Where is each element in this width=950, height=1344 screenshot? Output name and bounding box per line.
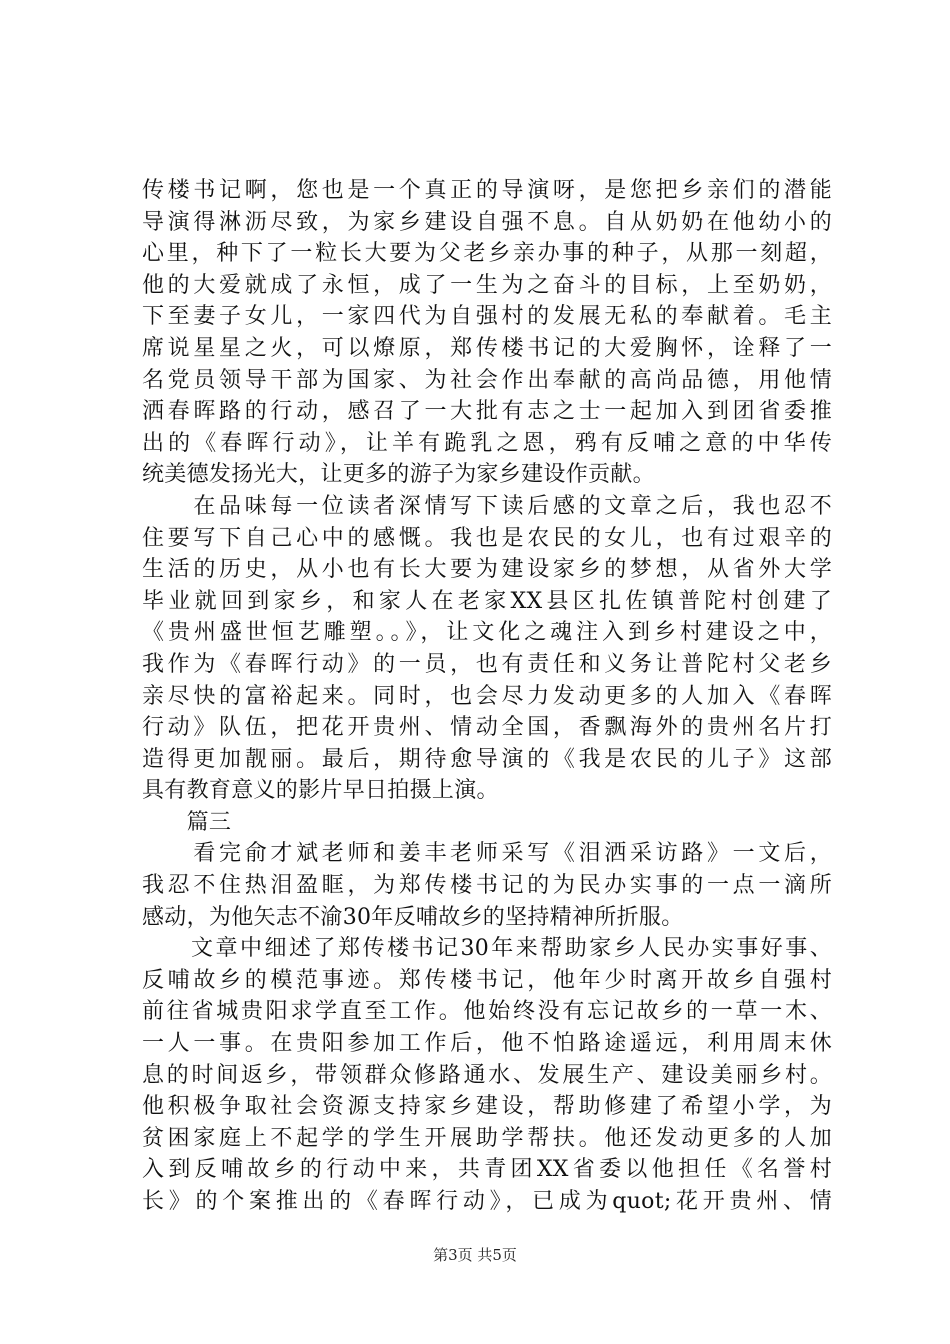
text-line: 导演得淋沥尽致，为家乡建设自强不息。自从奶奶在他幼小的 [142,209,832,235]
text-line: 一人一事。在贵阳参加工作后，他不怕路途遥远，利用周末休 [142,1031,832,1057]
text-line: 入到反哺故乡的行动中来，共青团XX省委以他担任《名誉村 [142,1157,832,1183]
text-line: 在品味每一位读者深情写下读后感的文章之后，我也忍不 [142,493,832,519]
page-footer: 第3页 共5页 [433,1246,517,1264]
text-line: 造得更加靓丽。最后，期待愈导演的《我是农民的儿子》这部 [142,746,832,772]
text-line: 文章中细述了郑传楼书记30年来帮助家乡人民办实事好事、 [142,936,832,962]
text-line: 看完俞才斌老师和姜丰老师采写《泪洒采访路》一文后， [142,841,832,867]
text-line: 席说星星之火，可以燎原，郑传楼书记的大爱胸怀，诠释了一 [142,335,832,361]
text-line: 他积极争取社会资源支持家乡建设，帮助修建了希望小学，为 [142,1094,832,1120]
text-line: 出的《春晖行动》，让羊有跪乳之恩，鸦有反哺之意的中华传 [142,430,832,456]
body-text [142,175,832,1218]
text-line: 下至妻子女儿，一家四代为自强村的发展无私的奉献着。毛主 [142,304,832,330]
text-line: 我忍不住热泪盈眶，为郑传楼书记的为民办实事的一点一滴所 [142,873,832,899]
text-line: 住要写下自己心中的感慨。我也是农民的女儿，也有过艰辛的 [142,525,832,551]
text-line: 他的大爱就成了永恒，成了一生为之奋斗的目标，上至奶奶， [142,272,832,298]
text-line: 我作为《春晖行动》的一员，也有责任和义务让普陀村父老乡 [142,651,832,677]
text-line: 行动》队伍，把花开贵州、情动全国，香飘海外的贵州名片打 [142,715,832,741]
text-line: 长》的个案推出的《春晖行动》，已成为quot;花开贵州、情 [142,1189,832,1214]
text-line: 毕业就回到家乡，和家人在老家XX县区扎佐镇普陀村创建了 [142,588,832,614]
text-line: 前往省城贵阳求学直至工作。他始终没有忘记故乡的一草一木、 [142,999,832,1025]
text-line: 心里，种下了一粒长大要为父老乡亲办事的种子，从那一刻超， [142,241,832,267]
text-line: 名党员领导干部为国家、为社会作出奉献的高尚品德，用他情 [142,367,832,393]
text-line: 亲尽快的富裕起来。同时，也会尽力发动更多的人加入《春晖 [142,683,832,709]
text-line: 反哺故乡的模范事迹。郑传楼书记，他年少时离开故乡自强村 [142,967,832,993]
text-line: 传楼书记啊，您也是一个真正的导演呀，是您把乡亲们的潜能 [142,178,832,203]
text-line: 息的时间返乡，带领群众修路通水、发展生产、建设美丽乡村。 [142,1062,832,1088]
text-line: 《贵州盛世恒艺雕塑。。》，让文化之魂注入到乡村建设之中， [142,620,832,646]
text-line: 统美德发扬光大，让更多的游子为家乡建设作贡献。 [142,462,655,488]
text-line: 具有教育意义的影片早日拍摄上演。 [142,778,499,804]
text-line: 贫困家庭上不起学的学生开展助学帮扶。他还发动更多的人加 [142,1125,832,1151]
text-line: 篇三 [142,809,232,835]
text-line: 生活的历史，从小也有长大要为建设家乡的梦想，从省外大学 [142,557,832,583]
text-line: 洒春晖路的行动，感召了一大批有志之士一起加入到团省委推 [142,399,832,425]
text-line: 感动，为他矢志不渝30年反哺故乡的坚持精神所折服。 [142,904,684,930]
